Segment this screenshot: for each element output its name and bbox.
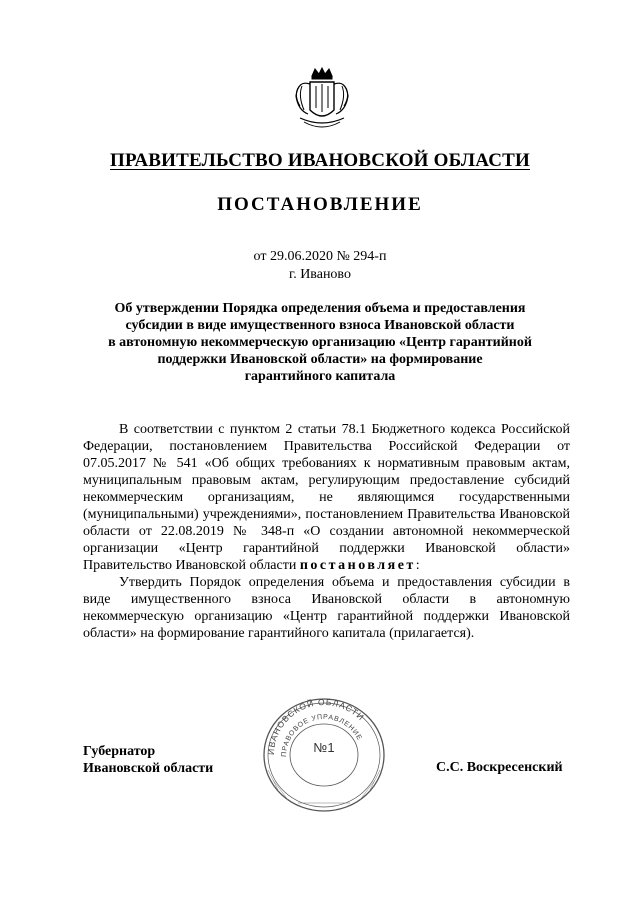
preamble-text: В соответствии с пунктом 2 статьи 78.1 Бюджетного кодекса Российской Федерации, постановлением Правительства Российской Федерации от 07.05.2017 № 541 «Об общих требованиях к нормативным правовым актам, муниципальным правовым актам, регулирующим предоставление субсидий некоммерческим организациям, не являющимся государственными (муниципальными) учреждениями», постановлением Правительства Ивановской области от 22.08.2019 № 348-п «О создании автономной некоммерческой организации «Центр гарантийной поддержки Ивановской области» Правительство Ивановской области xyxy=(83,422,570,573)
preamble-paragraph xyxy=(83,421,570,574)
date-number-line: от 29.06.2020 № 294-п xyxy=(253,249,387,264)
coat-of-arms-emblem xyxy=(292,66,352,134)
document-body xyxy=(83,421,570,642)
signatory-position-line: Губернатор xyxy=(83,744,156,759)
document-subject xyxy=(80,300,560,385)
subject-line: Об утверждении Порядка определения объема и предоставления xyxy=(114,301,526,316)
decree-word: постановляет xyxy=(299,558,416,573)
city-line: г. Иваново xyxy=(289,267,351,282)
seal-number: №1 xyxy=(313,740,335,755)
subject-line: поддержки Ивановской области» на формирование xyxy=(157,352,483,367)
seal-inner-text: ПРАВОВОЕ УПРАВЛЕНИЕ xyxy=(280,713,363,758)
organization-title: ПРАВИТЕЛЬСТВО ИВАНОВСКОЙ ОБЛАСТИ xyxy=(110,150,530,171)
signatory-position-line: Ивановской области xyxy=(83,761,214,776)
document-type-heading: ПОСТАНОВЛЕНИЕ xyxy=(217,194,423,215)
signatory-name: С.С. Воскресенский xyxy=(436,760,563,775)
signatory-position xyxy=(83,743,213,777)
decree-punctuation: : xyxy=(415,558,420,573)
seal-outer-text: ИВАНОВСКОЙ ОБЛАСТИ xyxy=(265,696,367,756)
official-seal-stamp xyxy=(258,695,390,815)
subject-line: гарантийного капитала xyxy=(244,369,396,384)
resolution-paragraph: Утвердить Порядок определения объема и предоставления субсидии в виде имущественного взноса Ивановской области в автономную некоммерческую организацию «Центр гарантийной поддержки Ивановской области» на формирование гарантийного капитала (прилагается). xyxy=(83,575,570,641)
subject-line: в автономную некоммерческую организацию «Центр гарантийной xyxy=(108,335,532,350)
subject-line: субсидии в виде имущественного взноса Ивановской области xyxy=(125,318,515,333)
